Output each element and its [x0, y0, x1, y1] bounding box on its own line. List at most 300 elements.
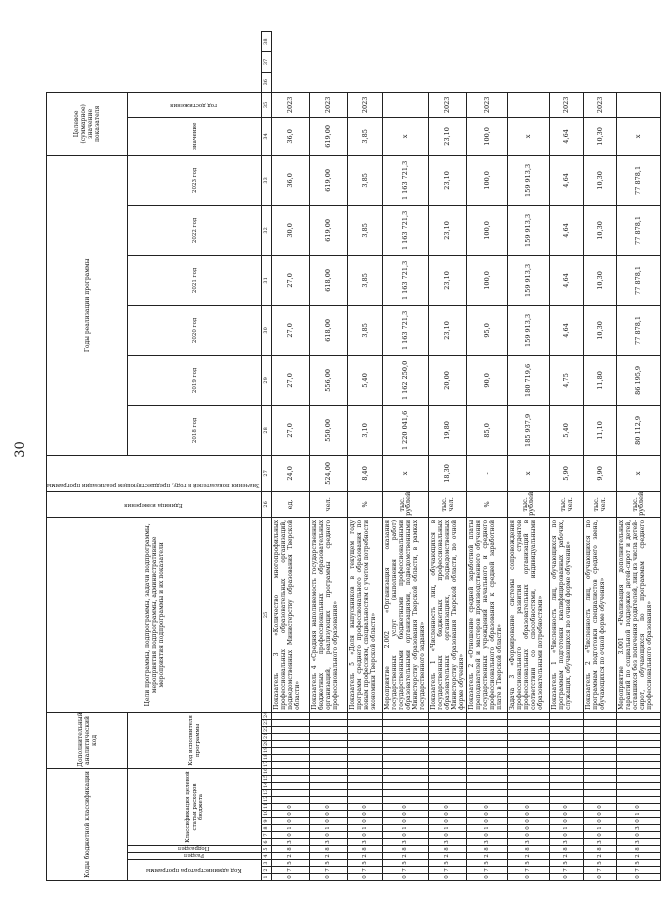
year-value-cell: 11,80 — [584, 355, 616, 405]
code-digit — [348, 776, 382, 783]
code-digit: 0 — [428, 832, 466, 839]
column-number: 2 — [263, 868, 270, 872]
code-digit — [616, 712, 660, 719]
year-value-cell: 77 878,1 — [616, 305, 660, 355]
header-activity-group: Дополнительный аналитический код — [47, 712, 128, 768]
page-number: 30 — [12, 441, 28, 458]
code-digit: 0 — [309, 832, 347, 839]
target-value-cell: 3,85 — [348, 117, 382, 155]
base-value-cell: 524,00 — [309, 455, 347, 491]
year-value-cell: 23,10 — [428, 305, 466, 355]
code-digit — [382, 768, 428, 775]
code-digit — [507, 740, 549, 747]
code-digit — [549, 719, 583, 726]
code-digit: 0 — [271, 832, 309, 839]
code-digit: 2 — [428, 853, 466, 860]
year-value-cell: 5,40 — [348, 355, 382, 405]
code-digit — [467, 726, 507, 733]
code-digit — [348, 712, 382, 719]
column-number: 7 — [263, 833, 270, 837]
code-digit: 3 — [616, 839, 660, 846]
column-number: 9 — [263, 819, 270, 823]
indicator-text: Показатель 2 «Численность лиц, обучающихся по программам подготовки специалистов среднего звена, обучающихся по очной форме обучения» — [584, 517, 616, 712]
code-digit — [309, 768, 347, 775]
code-digit — [549, 790, 583, 797]
code-digit: 0 — [428, 804, 466, 811]
code-digit: 0 — [507, 818, 549, 825]
code-digit — [382, 712, 428, 719]
code-digit: 8 — [584, 846, 616, 853]
code-digit — [616, 768, 660, 775]
admin-code-digit: 5 — [616, 860, 660, 867]
code-digit — [507, 768, 549, 775]
unit-cell: тыс. рублей — [616, 491, 660, 517]
year-value-cell: 4,75 — [549, 355, 583, 405]
year-value-cell: 159 913,3 — [507, 155, 549, 205]
target-value-cell: x — [507, 117, 549, 155]
code-digit — [467, 747, 507, 754]
code-digit — [507, 712, 549, 719]
year-value-cell: 159 913,3 — [507, 255, 549, 305]
code-digit: 8 — [428, 846, 466, 853]
code-digit — [507, 761, 549, 768]
code-digit — [584, 754, 616, 761]
code-digit — [507, 719, 549, 726]
code-digit — [382, 754, 428, 761]
code-digit — [428, 747, 466, 754]
column-number: 22 — [263, 725, 270, 732]
code-digit — [428, 754, 466, 761]
header-year-6: 2023 год — [128, 155, 262, 205]
code-digit — [271, 783, 309, 790]
header-admin-code: Код администратора программы — [128, 860, 262, 881]
code-digit: 3 — [428, 839, 466, 846]
unit-cell: тыс. чел. — [549, 491, 583, 517]
year-value-cell: 90,0 — [467, 355, 507, 405]
column-number: 25 — [262, 517, 271, 712]
year-value-cell: 10,30 — [584, 205, 616, 255]
admin-code-digit: 7 — [382, 867, 428, 874]
code-digit — [584, 733, 616, 740]
code-digit: 3 — [616, 825, 660, 832]
code-digit — [467, 740, 507, 747]
target-value-cell: 100,0 — [467, 117, 507, 155]
admin-code-digit: 0 — [382, 874, 428, 881]
code-digit — [507, 783, 549, 790]
unit-cell: тыс. рублей — [507, 491, 549, 517]
code-digit — [428, 776, 466, 783]
code-digit: 0 — [348, 818, 382, 825]
code-digit: 0 — [584, 818, 616, 825]
program-indicators-table — [46, 31, 661, 881]
code-digit: 0 — [584, 832, 616, 839]
code-digit — [428, 733, 466, 740]
column-number: 13 — [263, 788, 270, 795]
code-digit: 3 — [467, 839, 507, 846]
admin-code-digit: 7 — [309, 867, 347, 874]
column-number: 33 — [262, 155, 271, 205]
admin-code-digit: 7 — [507, 867, 549, 874]
indicator-text: Показатель 1 «Численность лиц, обучающихся в государственных бюджетных профессиональных образовательных организациях, подведомственных Министерству образования Тверской области, по очной форме обучения» — [428, 517, 466, 712]
code-digit: 8 — [382, 846, 428, 853]
header-year-4: 2021 год — [128, 255, 262, 305]
table-row — [382, 32, 428, 881]
code-digit — [309, 790, 347, 797]
base-value-cell: - — [467, 455, 507, 491]
table-row — [467, 32, 507, 881]
year-value-cell: 11,10 — [584, 405, 616, 455]
code-digit — [309, 783, 347, 790]
table-row — [507, 32, 549, 881]
code-digit — [616, 776, 660, 783]
code-digit — [348, 733, 382, 740]
column-number: 34 — [262, 117, 271, 155]
column-number: 17 — [263, 760, 270, 767]
year-value-cell: 618,00 — [309, 305, 347, 355]
target-year-cell — [382, 92, 428, 117]
table-row — [271, 32, 309, 881]
admin-code-digit: 5 — [467, 860, 507, 867]
admin-code-digit: 5 — [584, 860, 616, 867]
admin-code-digit: 5 — [348, 860, 382, 867]
year-value-cell: 4,64 — [549, 305, 583, 355]
column-number: 12 — [263, 795, 270, 802]
year-value-cell: 3,85 — [348, 155, 382, 205]
code-digit — [271, 747, 309, 754]
code-digit — [467, 719, 507, 726]
year-value-cell: 100,0 — [467, 155, 507, 205]
code-digit: 0 — [348, 804, 382, 811]
code-digit — [271, 726, 309, 733]
unit-cell: % — [467, 491, 507, 517]
code-digit: 0 — [271, 818, 309, 825]
code-digit — [616, 733, 660, 740]
code-digit — [549, 761, 583, 768]
code-digit: 1 — [309, 825, 347, 832]
unit-cell: тыс. чел. — [584, 491, 616, 517]
code-digit: 0 — [507, 804, 549, 811]
admin-code-digit: 0 — [584, 874, 616, 881]
code-digit: 3 — [348, 839, 382, 846]
code-digit — [309, 747, 347, 754]
year-value-cell: 23,10 — [428, 255, 466, 305]
code-digit — [428, 783, 466, 790]
code-digit — [428, 768, 466, 775]
code-digit — [382, 733, 428, 740]
code-digit: 3 — [382, 839, 428, 846]
year-value-cell: 23,10 — [428, 205, 466, 255]
code-digit — [584, 712, 616, 719]
code-digit: 0 — [616, 804, 660, 811]
code-digit: 3 — [309, 839, 347, 846]
year-value-cell: 4,64 — [549, 205, 583, 255]
year-value-cell: 159 913,3 — [507, 305, 549, 355]
year-value-cell: 618,00 — [309, 255, 347, 305]
code-digit — [584, 797, 616, 804]
code-digit — [382, 726, 428, 733]
base-value-cell: 5,90 — [549, 455, 583, 491]
code-digit: 3 — [271, 839, 309, 846]
code-digit — [428, 797, 466, 804]
code-digit — [616, 726, 660, 733]
column-number: 29 — [262, 355, 271, 405]
code-digit: 0 — [309, 811, 347, 818]
target-value-cell: x — [616, 117, 660, 155]
code-digit — [507, 776, 549, 783]
year-value-cell: 100,0 — [467, 255, 507, 305]
code-digit: 0 — [428, 818, 466, 825]
code-digit — [348, 790, 382, 797]
column-number: 24 — [263, 711, 270, 718]
column-number: 30 — [262, 305, 271, 355]
year-value-cell: 3,10 — [348, 405, 382, 455]
header-budget-classification: Коды бюджетной классификации — [47, 768, 128, 880]
code-digit: 2 — [507, 853, 549, 860]
admin-code-digit: 0 — [467, 874, 507, 881]
year-value-cell: 27,0 — [271, 305, 309, 355]
indicator-text: Мероприятие 3.001 «Реализация дополнительных гарантий по социальной поддержке детей-сирот и детей, оставшихся без попечения родителей, лиц из числа детей-сирот, обучающихся по программам среднего профессионального образования» — [616, 517, 660, 712]
column-number: 28 — [262, 405, 271, 455]
year-value-cell: 95,0 — [467, 305, 507, 355]
admin-code-digit: 5 — [271, 860, 309, 867]
target-year-cell: 2023 — [467, 92, 507, 117]
code-digit: 0 — [428, 811, 466, 818]
base-value-cell: 9,90 — [584, 455, 616, 491]
code-digit — [467, 754, 507, 761]
target-year-cell: 2023 — [271, 92, 309, 117]
code-digit: 0 — [467, 818, 507, 825]
admin-code-digit: 7 — [616, 867, 660, 874]
header-year-1: 2018 год — [128, 405, 262, 455]
year-value-cell: 19,80 — [428, 405, 466, 455]
column-number: 26 — [262, 491, 271, 517]
code-digit — [271, 761, 309, 768]
admin-code-digit: 5 — [507, 860, 549, 867]
code-digit: 1 — [271, 825, 309, 832]
column-number: 18 — [263, 753, 270, 760]
column-number: 14 — [263, 781, 270, 788]
admin-code-digit: 0 — [271, 874, 309, 881]
code-digit: 1 — [584, 825, 616, 832]
code-digit: 0 — [584, 804, 616, 811]
code-digit: 3 — [584, 839, 616, 846]
year-value-cell: 1 162 250,0 — [382, 355, 428, 405]
year-value-cell: 159 913,3 — [507, 205, 549, 255]
code-digit — [348, 783, 382, 790]
unit-cell: ед. — [271, 491, 309, 517]
code-digit — [309, 712, 347, 719]
year-value-cell: 85,0 — [467, 405, 507, 455]
base-value-cell: x — [616, 455, 660, 491]
code-digit — [467, 783, 507, 790]
year-value-cell: 619,00 — [309, 205, 347, 255]
code-digit: 2 — [467, 853, 507, 860]
header-unit: Единица измерения — [47, 491, 262, 517]
year-value-cell: 4,64 — [549, 255, 583, 305]
year-value-cell: 27,0 — [271, 255, 309, 305]
code-digit: 2 — [271, 853, 309, 860]
year-value-cell: 77 878,1 — [616, 205, 660, 255]
code-digit — [309, 740, 347, 747]
year-value-cell: 27,0 — [271, 355, 309, 405]
admin-code-digit: 5 — [309, 860, 347, 867]
code-digit — [549, 783, 583, 790]
base-value-cell: 24,0 — [271, 455, 309, 491]
code-digit — [271, 754, 309, 761]
code-digit: 1 — [348, 825, 382, 832]
base-value-cell: 18,30 — [428, 455, 466, 491]
unit-cell: чел. — [309, 491, 347, 517]
admin-code-digit: 7 — [348, 867, 382, 874]
code-digit: 8 — [507, 846, 549, 853]
unit-cell: тыс. рублей — [382, 491, 428, 517]
code-digit — [467, 733, 507, 740]
code-digit: 1 — [549, 825, 583, 832]
header-activity-code: Код исполнителя программы — [128, 712, 262, 768]
indicator-text: Показатель 3 «Количество многопрофильных профессиональных образовательных организаций, подведомственных Министерству образования Тверской области» — [271, 517, 309, 712]
code-digit — [616, 797, 660, 804]
code-digit — [616, 783, 660, 790]
code-digit — [616, 754, 660, 761]
column-number: 21 — [263, 732, 270, 739]
code-digit — [271, 733, 309, 740]
target-year-cell — [507, 92, 549, 117]
code-digit — [467, 761, 507, 768]
code-digit: 2 — [348, 853, 382, 860]
indicator-text: Показатель 4 «Средняя наполняемость государственных бюджетных профессиональных образовательных организаций, реализующих программы среднего профессионального образования» — [309, 517, 347, 712]
code-digit — [507, 747, 549, 754]
column-number: 5 — [263, 847, 270, 851]
code-digit: 2 — [616, 853, 660, 860]
column-number: 1 — [263, 875, 270, 879]
code-digit: 8 — [271, 846, 309, 853]
header-year-2: 2019 год — [128, 355, 262, 405]
code-digit: 0 — [507, 811, 549, 818]
code-digit — [271, 768, 309, 775]
target-year-cell: 2023 — [549, 92, 583, 117]
code-digit — [507, 797, 549, 804]
code-digit: 2 — [584, 853, 616, 860]
code-digit — [507, 726, 549, 733]
year-value-cell: 556,00 — [309, 355, 347, 405]
code-digit: 8 — [616, 846, 660, 853]
code-digit — [348, 768, 382, 775]
year-value-cell: 77 878,1 — [616, 255, 660, 305]
code-digit — [348, 740, 382, 747]
code-digit — [428, 726, 466, 733]
code-digit — [549, 776, 583, 783]
code-digit: 0 — [549, 832, 583, 839]
year-value-cell: 10,30 — [584, 155, 616, 205]
code-digit — [382, 797, 428, 804]
year-value-cell: 1 163 721,3 — [382, 155, 428, 205]
code-digit: 0 — [348, 811, 382, 818]
admin-code-digit: 7 — [549, 867, 583, 874]
unit-cell: тыс. чел. — [428, 491, 466, 517]
code-digit — [507, 790, 549, 797]
target-value-cell: 4,64 — [549, 117, 583, 155]
year-value-cell: 86 195,9 — [616, 355, 660, 405]
code-digit — [584, 740, 616, 747]
year-value-cell: 4,64 — [549, 155, 583, 205]
column-number: 23 — [263, 718, 270, 725]
code-digit: 2 — [309, 853, 347, 860]
column-number: 16 — [263, 767, 270, 774]
table-row — [584, 32, 616, 881]
code-digit — [467, 790, 507, 797]
admin-code-digit: 0 — [348, 874, 382, 881]
code-digit — [616, 719, 660, 726]
code-digit — [584, 719, 616, 726]
target-value-cell: 23,10 — [428, 117, 466, 155]
admin-code-digit: 0 — [616, 874, 660, 881]
code-digit — [271, 740, 309, 747]
target-year-cell: 2023 — [309, 92, 347, 117]
header-target-value: значение — [128, 117, 262, 155]
code-digit: 0 — [467, 804, 507, 811]
header-goal: Цели программы, подпрограммы, задачи подпрограммы, мероприятия подпрограммы, административные мероприятия подпрограммы и их показатели — [47, 517, 262, 712]
base-value-cell: x — [382, 455, 428, 491]
year-value-cell: 619,00 — [309, 155, 347, 205]
target-year-cell: 2023 — [584, 92, 616, 117]
column-number: 31 — [262, 255, 271, 305]
year-value-cell: 3,85 — [348, 205, 382, 255]
code-digit — [467, 768, 507, 775]
code-digit: 0 — [467, 832, 507, 839]
target-value-cell: x — [382, 117, 428, 155]
code-digit — [271, 776, 309, 783]
code-digit — [271, 719, 309, 726]
column-number: 35 — [262, 92, 271, 117]
admin-code-digit: 0 — [309, 874, 347, 881]
code-digit: 0 — [584, 811, 616, 818]
code-digit — [549, 712, 583, 719]
code-digit — [348, 761, 382, 768]
code-digit — [616, 747, 660, 754]
indicator-text: Мероприятие 2.002 «Организация оказания государственных услуг (выполнения работ) государственными бюджетными профессиональными образовательными организациями, подведомственными Министерству образования Тверской области, в рамках государственного задания» — [382, 517, 428, 712]
rotated-page-content — [46, 31, 653, 881]
target-year-cell: 2023 — [428, 92, 466, 117]
table-row — [549, 32, 583, 881]
code-digit: 8 — [467, 846, 507, 853]
admin-code-digit: 0 — [428, 874, 466, 881]
year-value-cell: 27,0 — [271, 405, 309, 455]
code-digit — [382, 790, 428, 797]
target-year-cell — [616, 92, 660, 117]
code-digit — [309, 733, 347, 740]
target-value-cell: 619,00 — [309, 117, 347, 155]
year-value-cell: 1 220 041,6 — [382, 405, 428, 455]
code-digit — [616, 761, 660, 768]
column-number: 11 — [263, 802, 270, 809]
column-number: 27 — [262, 455, 271, 491]
target-value-cell: 36,0 — [271, 117, 309, 155]
year-value-cell: 180 719,6 — [507, 355, 549, 405]
code-digit — [428, 790, 466, 797]
column-number: 10 — [263, 809, 270, 816]
code-digit — [584, 776, 616, 783]
header-target-year: год достижения — [128, 92, 262, 117]
code-digit: 2 — [549, 853, 583, 860]
admin-code-digit: 7 — [467, 867, 507, 874]
code-digit — [382, 719, 428, 726]
column-number: 19 — [263, 746, 270, 753]
year-value-cell: 23,10 — [428, 155, 466, 205]
code-digit: 2 — [382, 853, 428, 860]
code-digit — [382, 740, 428, 747]
code-digit — [584, 747, 616, 754]
year-value-cell: 36,0 — [271, 155, 309, 205]
